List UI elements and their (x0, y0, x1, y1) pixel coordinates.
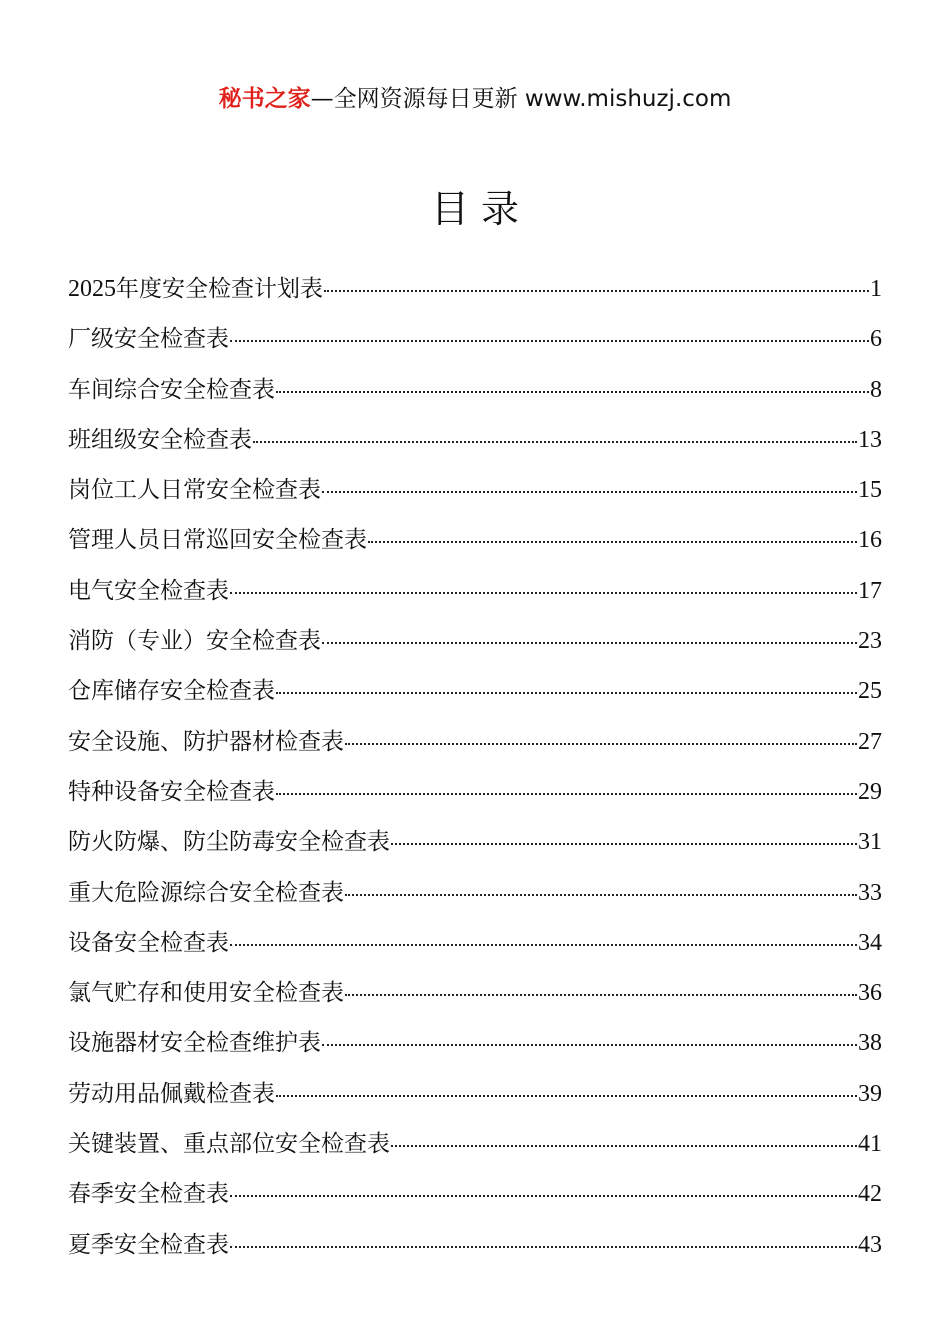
toc-dot-leader (368, 541, 857, 543)
toc-entry[interactable] (68, 421, 882, 471)
toc-entry-title: 车间综合安全检查表 (68, 376, 275, 403)
toc-page-number: 42 (858, 1181, 882, 1208)
toc-entry[interactable] (68, 622, 882, 672)
toc-entry-title: 仓库储存安全检查表 (68, 678, 275, 705)
toc-page-number: 15 (858, 477, 882, 504)
toc-entry[interactable] (68, 823, 882, 873)
toc-page-number: 29 (858, 778, 882, 805)
toc-entry[interactable] (68, 320, 882, 370)
toc-entry-title: 管理人员日常巡回安全检查表 (68, 527, 367, 554)
toc-entry-title: 岗位工人日常安全检查表 (68, 477, 321, 504)
toc-entry-title: 夏季安全检查表 (68, 1231, 229, 1258)
toc-entry[interactable] (68, 924, 882, 974)
toc-entry-title: 关键装置、重点部位安全检查表 (68, 1131, 390, 1158)
toc-entry-title: 厂级安全检查表 (68, 326, 229, 353)
toc-entry[interactable] (68, 572, 882, 622)
toc-page-number: 27 (858, 728, 882, 755)
toc-dot-leader (345, 994, 857, 996)
toc-page-number: 39 (858, 1080, 882, 1107)
toc-page-number: 6 (870, 326, 882, 353)
toc-entry-title: 设施器材安全检查维护表 (68, 1030, 321, 1057)
toc-entry-title: 设备安全检查表 (68, 929, 229, 956)
toc-entry[interactable] (68, 1175, 882, 1225)
toc-entry[interactable] (68, 1024, 882, 1074)
toc-dot-leader (391, 843, 857, 845)
toc-page-number: 43 (858, 1231, 882, 1258)
toc-dot-leader (276, 391, 869, 393)
toc-dot-leader (276, 1095, 857, 1097)
toc-page-number: 38 (858, 1030, 882, 1057)
toc-entry-title: 特种设备安全检查表 (68, 778, 275, 805)
toc-dot-leader (322, 1044, 857, 1046)
toc-page-number: 36 (858, 980, 882, 1007)
toc-page-number: 41 (858, 1131, 882, 1158)
toc-dot-leader (230, 592, 857, 594)
toc-entry-title: 电气安全检查表 (68, 577, 229, 604)
toc-entry-title: 2025年度安全检查计划表 (68, 276, 323, 302)
toc-entry[interactable] (68, 974, 882, 1024)
toc-entry-title: 春季安全检查表 (68, 1181, 229, 1208)
toc-dot-leader (345, 894, 857, 896)
toc-entry[interactable] (68, 773, 882, 823)
toc-dot-leader (324, 290, 869, 292)
page-header (0, 80, 950, 113)
toc-entry-title: 重大危险源综合安全检查表 (68, 879, 344, 906)
toc-entry[interactable] (68, 521, 882, 571)
toc-page-number: 34 (858, 929, 882, 956)
toc-entry-title: 劳动用品佩戴检查表 (68, 1080, 275, 1107)
toc-page-number: 17 (858, 577, 882, 604)
toc-entry-title: 消防（专业）安全检查表 (68, 628, 321, 655)
toc-page-number: 8 (870, 376, 882, 403)
toc-dot-leader (391, 1145, 857, 1147)
table-of-contents (68, 270, 882, 1276)
toc-entry[interactable] (68, 471, 882, 521)
toc-page-number: 13 (858, 426, 882, 453)
toc-entry[interactable] (68, 270, 882, 320)
toc-entry-title: 防火防爆、防尘防毒安全检查表 (68, 829, 390, 856)
toc-entry-title: 班组级安全检查表 (68, 426, 252, 453)
toc-dot-leader (253, 441, 857, 443)
toc-entry-title: 氯气贮存和使用安全检查表 (68, 980, 344, 1007)
toc-dot-leader (322, 642, 857, 644)
toc-entry[interactable] (68, 371, 882, 421)
header-tagline: —全网资源每日更新 www.mishuzj.com (310, 86, 732, 112)
toc-entry[interactable] (68, 1075, 882, 1125)
toc-dot-leader (230, 340, 869, 342)
toc-dot-leader (276, 692, 857, 694)
toc-entry-title: 安全设施、防护器材检查表 (68, 728, 344, 755)
toc-page-number: 23 (858, 628, 882, 655)
toc-page-number: 16 (858, 527, 882, 554)
toc-dot-leader (322, 491, 857, 493)
toc-dot-leader (345, 743, 857, 745)
toc-entry[interactable] (68, 1226, 882, 1276)
page-title: 目录 (430, 187, 531, 231)
header-brand: 秘书之家 (218, 86, 311, 112)
toc-dot-leader (230, 1195, 857, 1197)
toc-dot-leader (276, 793, 857, 795)
toc-entry[interactable] (68, 1125, 882, 1175)
toc-page-number: 25 (858, 678, 882, 705)
toc-entry[interactable] (68, 874, 882, 924)
toc-page-number: 31 (858, 829, 882, 856)
toc-entry[interactable] (68, 672, 882, 722)
toc-dot-leader (230, 944, 857, 946)
toc-page-number: 1 (870, 276, 882, 302)
toc-entry[interactable] (68, 723, 882, 773)
toc-dot-leader (230, 1246, 857, 1248)
toc-page-number: 33 (858, 879, 882, 906)
